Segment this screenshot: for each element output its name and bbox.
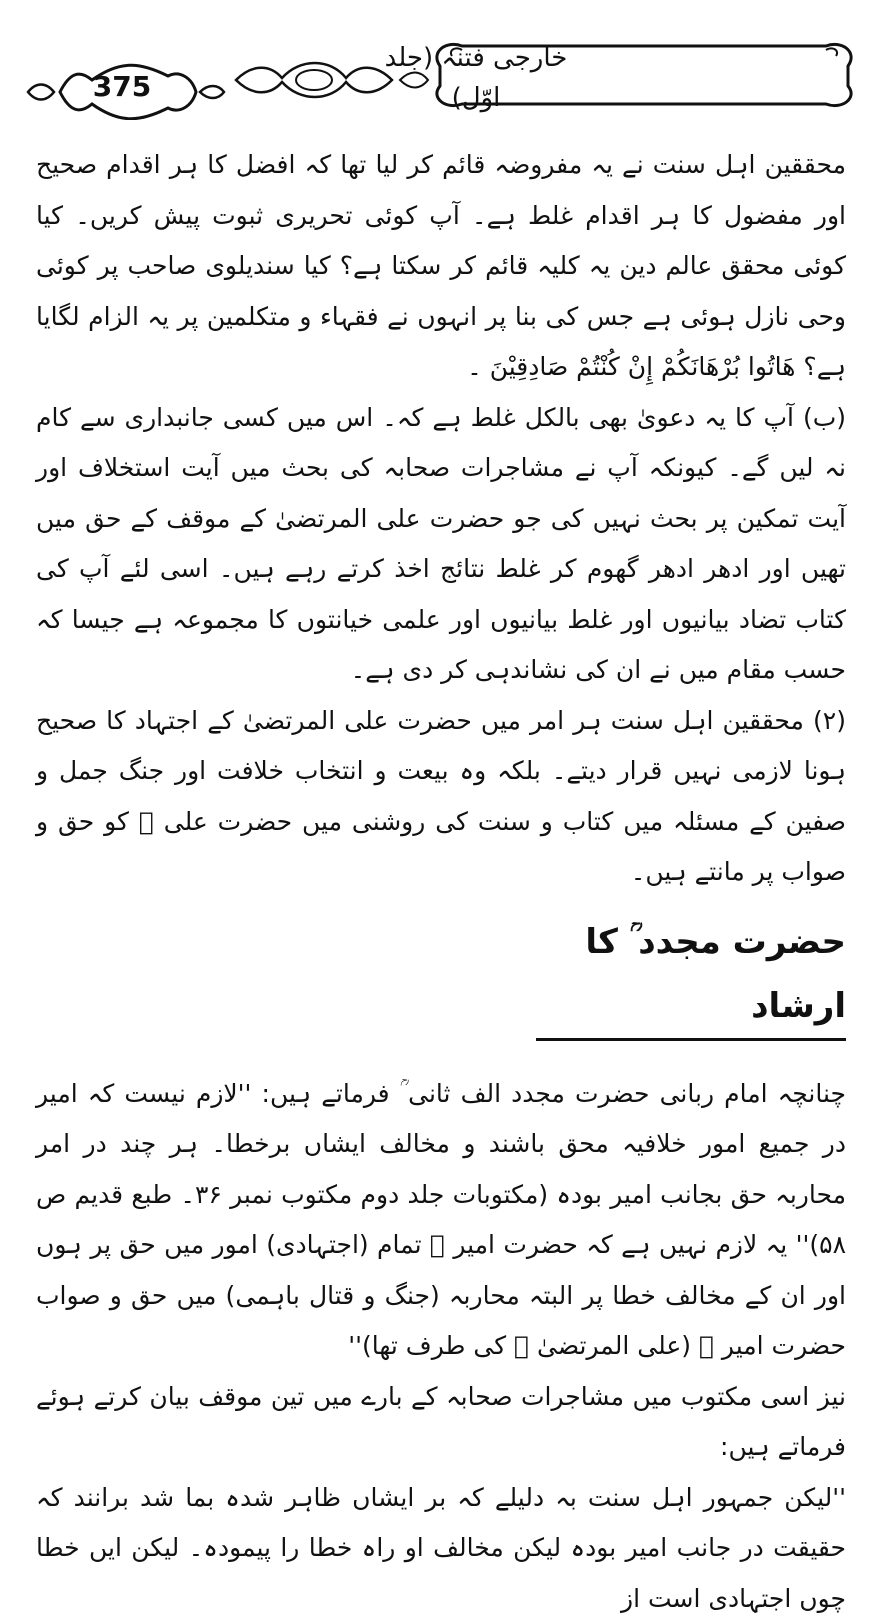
paragraph-6: ''لیکن جمہور اہل سنت بہ دلیلے کہ بر ایشاں ظاہر شدہ بما شد برانند کہ حقیقت در جانب امیر بودہ لیکن مخالف او راہ خطا را پیمودہ۔ لیکن ایں خطا چوں اجتہادی است از [36, 1473, 846, 1624]
page-header [0, 0, 871, 120]
page-body [36, 140, 846, 1624]
paragraph-1: محققین اہل سنت نے یہ مفروضہ قائم کر لیا تھا کہ افضل کا ہر اقدام صحیح اور مفضول کا ہر اقدام غلط ہے۔ آپ کوئی تحریری ثبوت پیش کریں۔ کیا کوئی محقق عالم دین یہ کلیہ قائم کر سکتا ہے؟ کیا سندیلوی صاحب پر کوئی وحی نازل ہوئی ہے جس کی بنا پر انہوں نے فقہاء و متکلمین پر یہ الزام لگایا ہے؟ هَاتُوا بُرْهَانَكُمْ إِنْ كُنْتُمْ صَادِقِيْنَ ۔ [36, 140, 846, 393]
paragraph-5: نیز اسی مکتوب میں مشاجرات صحابہ کے بارے میں تین موقف بیان کرتے ہوئے فرماتے ہیں: [36, 1372, 846, 1473]
section-heading: حضرت مجدد ؒ کا ارشاد [536, 910, 846, 1041]
running-title: خارجی فتنہ (جلد اوّل) [361, 38, 591, 78]
paragraph-3: (۲) محققین اہل سنت ہر امر میں حضرت علی المرتضیٰ کے اجتہاد کا صحیح ہونا لازمی نہیں قرار دیتے۔ بلکہ وہ بیعت و انتخاب خلافت اور جنگ جمل و صفین کے مسئلہ میں کتاب و سنت کی روشنی میں حضرت علی ﷜ کو حق و صواب پر مانتے ہیں۔ [36, 696, 846, 898]
paragraph-2: (ب) آپ کا یہ دعویٰ بھی بالکل غلط ہے کہ۔ اس میں کسی جانبداری سے کام نہ لیں گے۔ کیونکہ آپ نے مشاجرات صحابہ کی بحث میں آیت استخلاف اور آیت تمکین پر بحث نہیں کی جو حضرت علی المرتضیٰ کے موقف کے حق میں تھیں اور ادھر ادھر گھوم کر غلط نتائج اخذ کرتے رہے ہیں۔ اسی لئے آپ کی کتاب تضاد بیانیوں اور غلط بیانیوں اور علمی خیانتوں کا مجموعہ ہے جیسا کہ حسب مقام میں نے ان کی نشاندہی کر دی ہے۔ [36, 393, 846, 696]
page-number: 375 [88, 70, 156, 104]
paragraph-4: چنانچہ امام ربانی حضرت مجدد الف ثانی ؒ فرماتے ہیں: ''لازم نیست کہ امیر در جمیع امور خلافیہ محق باشند و مخالف ایشاں برخطا۔ ہر چند در امر محاربہ حق بجانب امیر بودہ (مکتوبات جلد دوم مکتوب نمبر ۳۶۔ طبع قدیم ص ۵۸)'' یہ لازم نہیں ہے کہ حضرت امیر ﷜ تمام (اجتہادی) امور میں حق پر ہوں اور ان کے مخالف خطا پر البتہ محاربہ (جنگ و قتال باہمی) میں حق و صواب حضرت امیر ﷜ (علی المرتضیٰ ﷜ کی طرف تھا)'' [36, 1069, 846, 1372]
